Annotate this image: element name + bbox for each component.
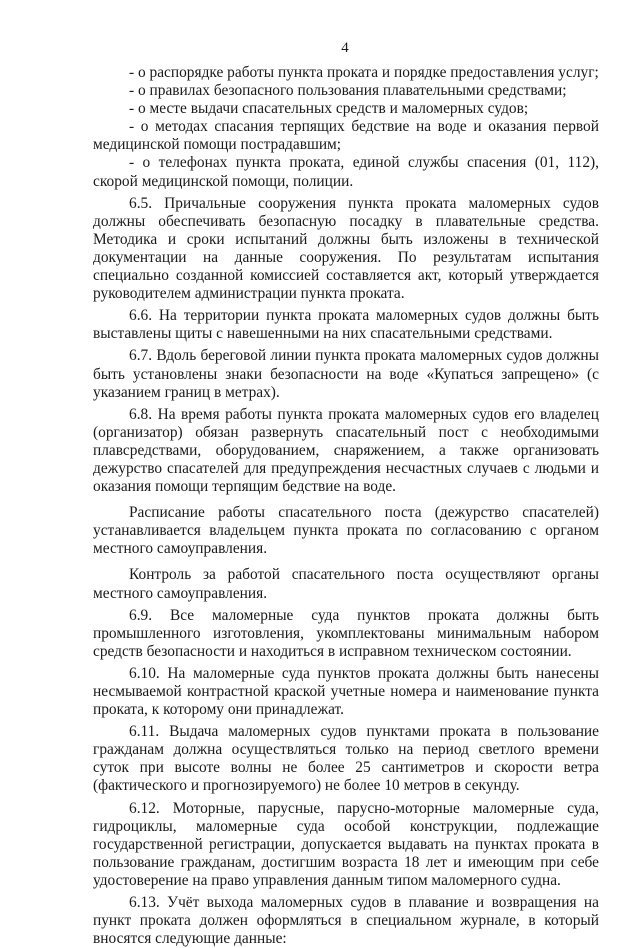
paragraph-6-6: 6.6. На территории пункта проката маломерных судов должны быть выставлены щиты с навешенными на них спасательными средствами.: [93, 307, 599, 343]
paragraph-6-11: 6.11. Выдача маломерных судов пунктами проката в пользование гражданам должна осуществляться только на период светлого времени суток при высоте волны не более 25 сантиметров и скорости ветра (фактического и прогнозируемого) не более 10 метров в секунду.: [93, 723, 599, 795]
paragraph-rescue-control: Контроль за работой спасательного поста осуществляют органы местного самоуправления.: [93, 566, 599, 602]
paragraph-6-8: 6.8. На время работы пункта проката маломерных судов его владелец (организатор) обязан развернуть спасательный пост с необходимыми плавсредствами, оборудованием, снаряжением, а также организовать дежурство спасателей для предупреждения несчастных случаев с людьми и оказания помощи терпящим бедствие на воде.: [93, 405, 599, 496]
list-item-rescue-methods: - о методах спасания терпящих бедствие на воде и оказания первой медицинской помощи пострадавшим;: [93, 118, 599, 154]
paragraph-6-5: 6.5. Причальные сооружения пункта проката маломерных судов должны обеспечивать безопасную посадку в плавательные средства. Методика и сроки испытаний должны быть изложены в технической документации на данные сооружения. По результатам испытания специально созданной комиссией составляется акт, который утверждается руководителем администрации пункта проката.: [93, 194, 599, 303]
paragraph-6-12: 6.12. Моторные, парусные, парусно-моторные маломерные суда, гидроциклы, маломерные суда особой конструкции, подлежащие государственной регистрации, допускается выдавать на пунктах проката в пользование гражданам, достигшим возраста 18 лет и имеющим при себе удостоверение на право управления данным типом маломерного судна.: [93, 799, 599, 889]
paragraph-6-7: 6.7. Вдоль береговой линии пункта проката маломерных судов должны быть установлены знаки безопасности на воде «Купаться запрещено» (с указанием границ в метрах).: [93, 347, 599, 401]
page-number: 4: [341, 40, 349, 56]
list-item-phone-numbers: - о телефонах пункта проката, единой службы спасения (01, 112), скорой медицинской помощи, полиции.: [93, 154, 599, 190]
list-item-equipment-location: - о месте выдачи спасательных средств и маломерных судов;: [129, 100, 529, 118]
document-body: [93, 64, 599, 948]
paragraph-6-9: 6.9. Все маломерные суда пунктов проката должны быть промышленного изготовления, укомплектованы минимальным набором средств безопасности и находиться в исправном техническом состоянии.: [93, 606, 599, 660]
list-item-work-schedule: - о распорядке работы пункта проката и порядке предоставления услуг;: [129, 64, 599, 81]
paragraph-rescue-schedule: Расписание работы спасательного поста (дежурство спасателей) устанавливается владельцем пункта проката по согласованию с органом местного самоуправления.: [93, 504, 599, 558]
list-item-safety-rules: - о правилах безопасного пользования плавательными средствами;: [129, 82, 567, 100]
paragraph-6-10: 6.10. На маломерные суда пунктов проката должны быть нанесены несмываемой контрастной краской учетные номера и наименование пункта проката, к которому они принадлежат.: [93, 664, 599, 719]
paragraph-6-13: 6.13. Учёт выхода маломерных судов в плавание и возвращения на пункт проката должен оформляться в специальном журнале, в который вносятся следующие данные:: [93, 894, 599, 948]
